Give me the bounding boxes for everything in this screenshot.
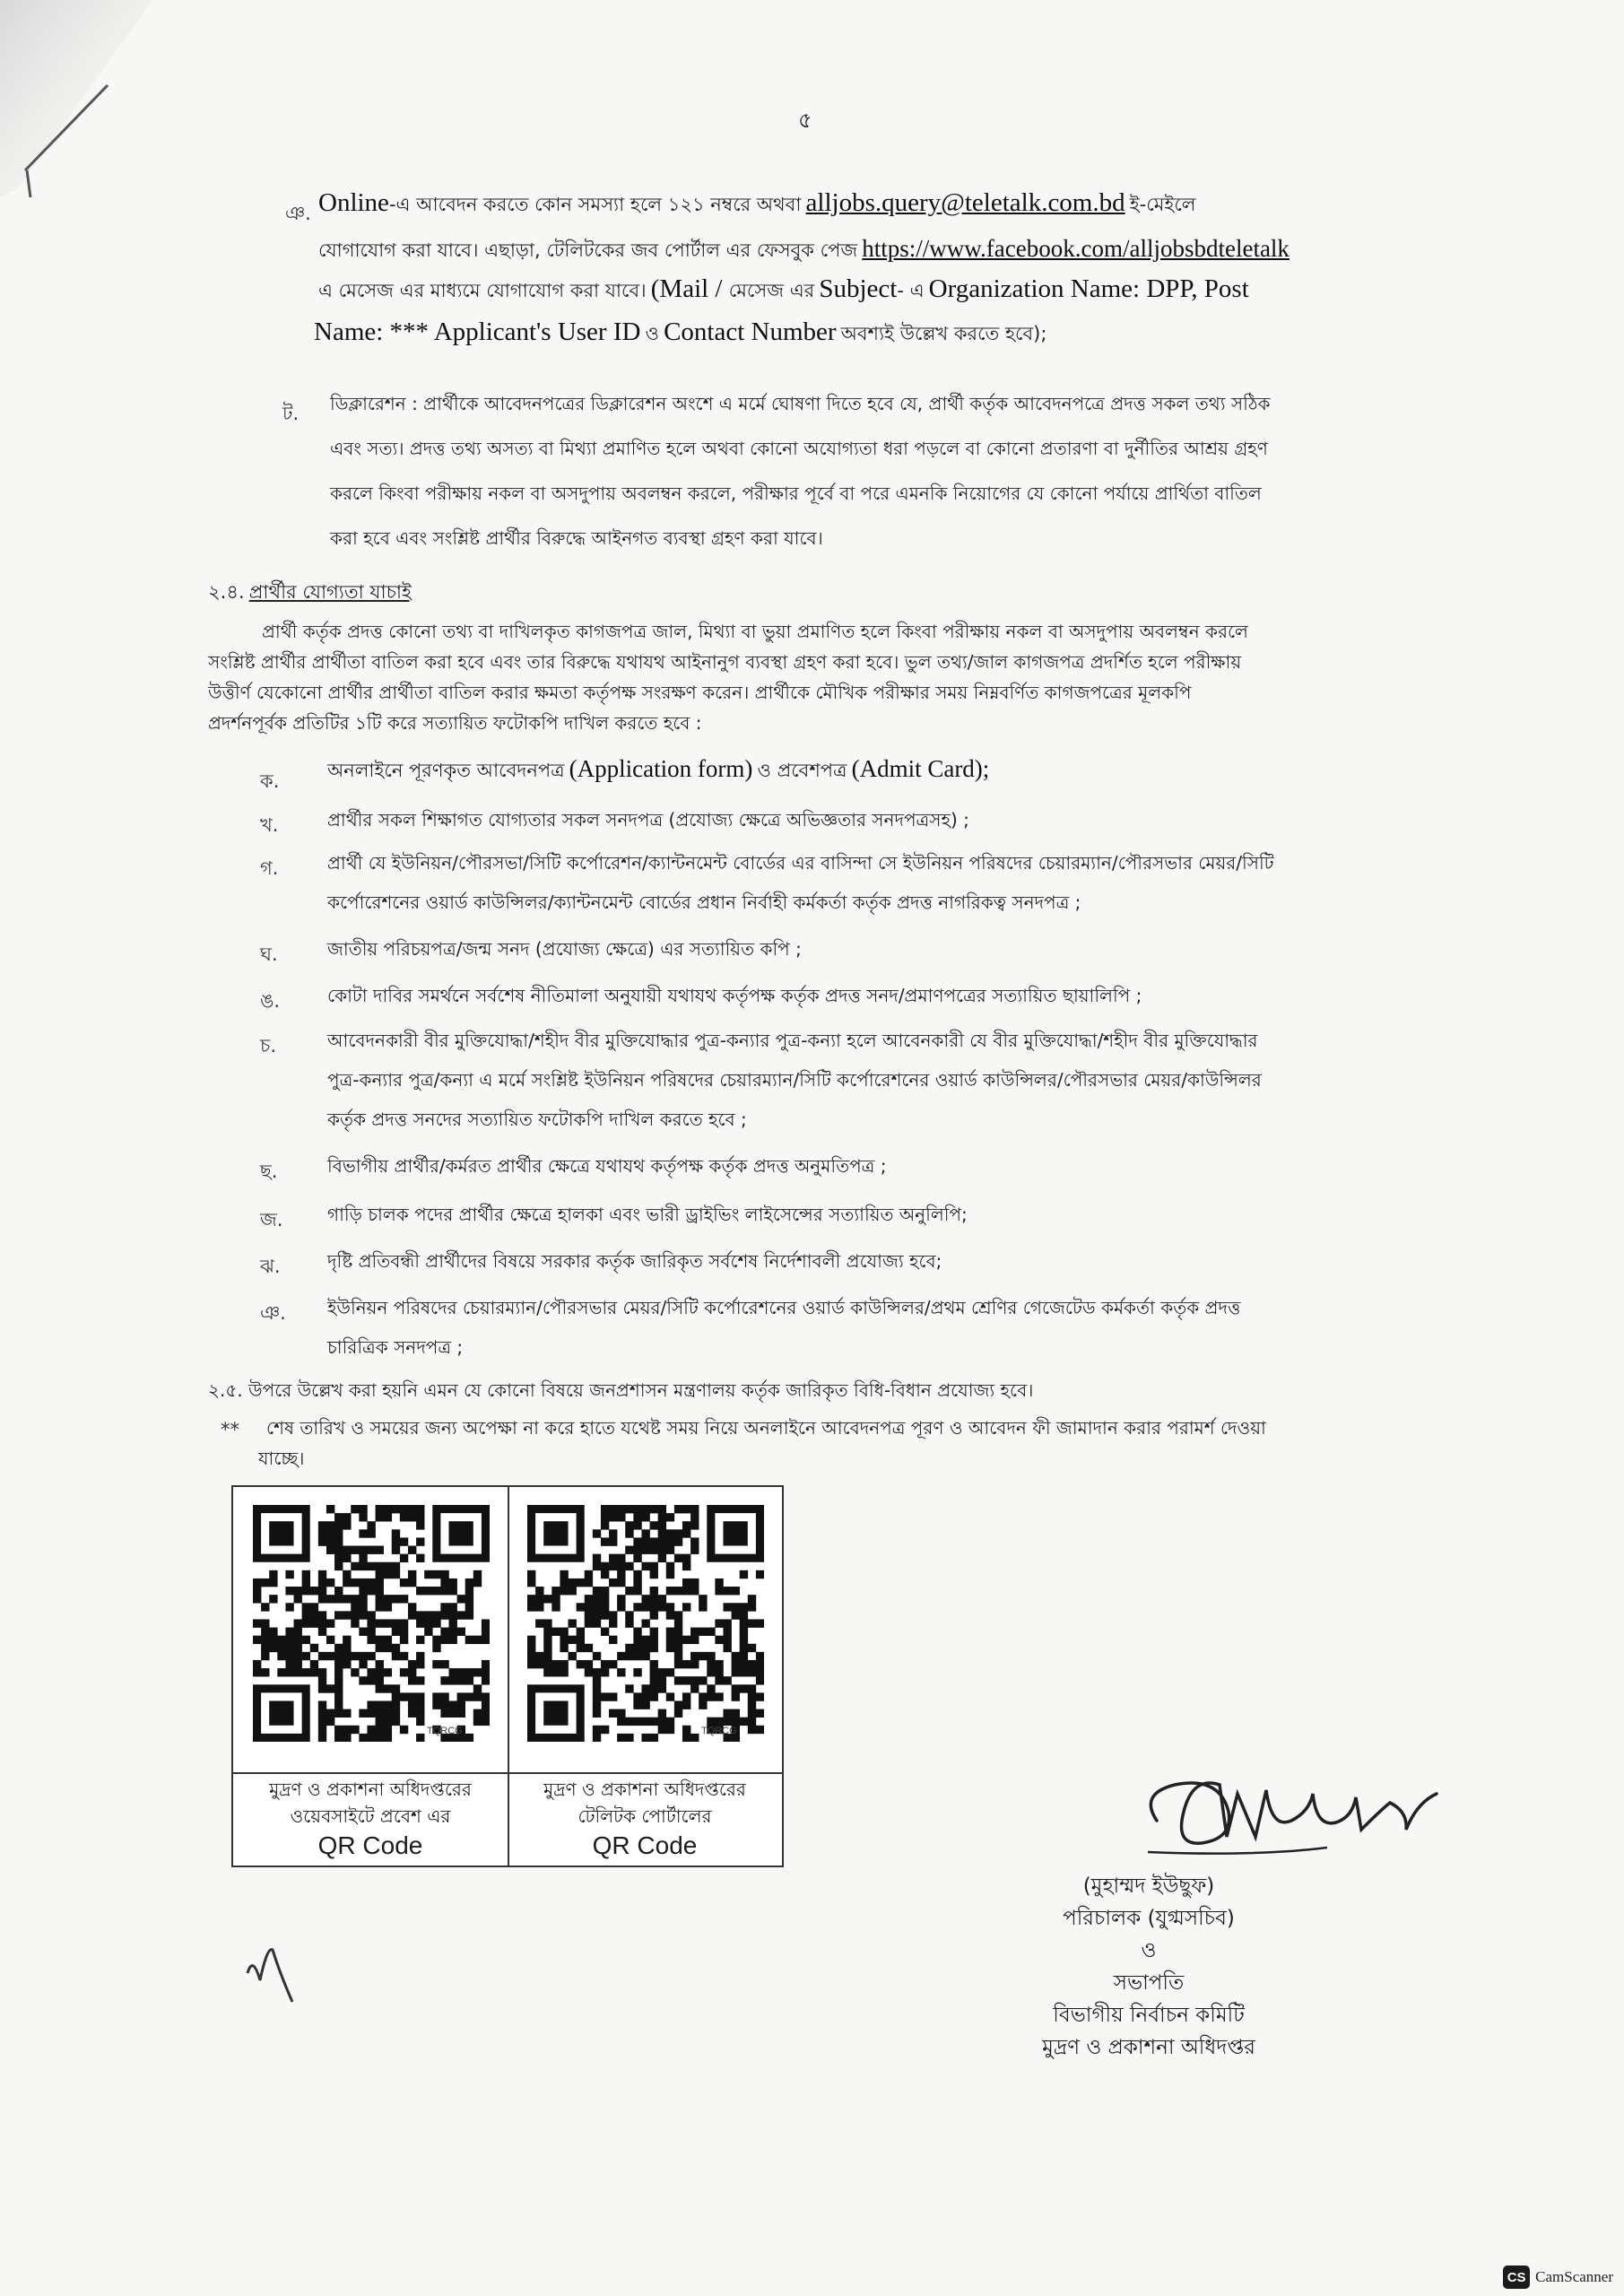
support-email-link[interactable]: alljobs.query@teletalk.com.bd bbox=[805, 188, 1125, 217]
signatory-role: সভাপতি bbox=[1113, 1971, 1185, 1995]
section-2-4-heading: ২.৪. প্রার্থীর যোগ্যতা যাচাই bbox=[208, 581, 412, 603]
qr-cell-teletalk bbox=[508, 1487, 782, 1866]
scan-shadow-artifact bbox=[0, 0, 233, 215]
signatory-committee: বিভাগীয় নির্বাচন কমিটি bbox=[1053, 2004, 1245, 2027]
footnote-marker: ** bbox=[221, 1419, 239, 1440]
list-item-nga: কোটা দাবির সমর্থনে সর্বশেষ নীতিমালা অনুযায়ী যথাযথ কর্তৃপক্ষ কর্তৃক প্রদত্ত সনদ/প্রমাণপত্রের সত্যায়িত ছায়ালিপি ; bbox=[327, 985, 1142, 1006]
footnote-line-1: শেষ তারিখ ও সময়ের জন্য অপেক্ষা না করে হাতে যথেষ্ট সময় নিয়ে অনলাইনে আবেদনপত্র পূরণ ও আবেদন ফী জামাদান করার পরামর্শ দেওয়া bbox=[266, 1417, 1266, 1439]
qr-code-image[interactable] bbox=[253, 1505, 490, 1742]
qr-divider bbox=[508, 1772, 782, 1774]
qr-cell-website bbox=[233, 1487, 509, 1866]
qr-brand-label: TQRCG bbox=[427, 1726, 463, 1736]
qr-caption: মুদ্রণ ও প্রকাশনা অধিদপ্তরের টেলিটক পোর্টালের QR Code bbox=[543, 1779, 746, 1859]
item-marker: গ. bbox=[260, 857, 279, 879]
item-marker: ছ. bbox=[260, 1161, 278, 1182]
page-number: ৫ bbox=[798, 108, 812, 133]
signatory-name: (মুহাম্মদ ইউছুফ) bbox=[1082, 1874, 1215, 1898]
item-marker: খ. bbox=[260, 814, 279, 836]
online-line-3: এ মেসেজ এর মাধ্যমে যোগাযোগ করা যাবে। (Mail / মেসেজ এর Subject- এ Organization Name: DPP, Post bbox=[318, 274, 1249, 303]
signatory-block bbox=[942, 1870, 1355, 2064]
signature-image bbox=[1121, 1758, 1462, 1874]
item-marker: ট. bbox=[282, 403, 300, 424]
section-2-4-intro: প্রার্থী কর্তৃক প্রদত্ত কোনো তথ্য বা দাখিলকৃত কাগজপত্র জাল, মিথ্যা বা ভুয়া প্রমাণিত হলে কিংবা পরীক্ষায় নকল বা অসদুপায় অবলম্বন করলে সংশ্লিষ্ট প্রার্থীর প্রার্থীতা বাতিল করা হবে এবং তার বিরুদ্ধে যথাযথ আইনানুগ ব্যবস্থা গ্রহণ করা হবে। ভুল তথ্য/জাল কাগজপত্র প্রদর্শিত হলে পরীক্ষায় উত্তীর্ণ যেকোনো প্রার্থীর প্রার্থীতা বাতিল করার ক্ষমতা কর্তৃপক্ষ সংরক্ষণ করেন। প্রার্থীকে মৌখিক পরীক্ষার সময় নিম্নবর্ণিত কাগজপত্রের মূলকপি প্রদর্শনপূর্বক প্রতিটির ১টি করে সত্যায়িত ফটোকপি দাখিল করতে হবে : bbox=[208, 621, 1248, 734]
online-line-2: যোগাযোগ করা যাবে। এছাড়া, টেলিটকের জব পোর্টাল এর ফেসবুক পেজ https://www.facebook.com/alljobsbdteletalk bbox=[318, 235, 1290, 262]
list-item-ga: প্রার্থী যে ইউনিয়ন/পৌরসভা/সিটি কর্পোরেশন/ক্যান্টনমেন্ট বোর্ডের এর বাসিন্দা সে ইউনিয়ন পরিষদের চেয়ারম্যান/পৌরসভার মেয়র/সিটি কর্পোরেশনের ওয়ার্ড কাউন্সিলর/ক্যান্টনমেন্ট বোর্ডের প্রধান নির্বাহী কর্মকর্তা কর্তৃক প্রদত্ত নাগরিকত্ব সনদপত্র ; bbox=[327, 852, 1274, 913]
qr-brand-label: TQRCG bbox=[701, 1726, 737, 1736]
item-marker: ঞ. bbox=[260, 1302, 286, 1324]
list-item-nya: ইউনিয়ন পরিষদের চেয়ারম্যান/পৌরসভার মেয়র/সিটি কর্পোরেশনের ওয়ার্ড কাউন্সিলর/প্রথম শ্রেণির গেজেটেড কর্মকর্তা কর্তৃক প্রদত্ত চারিত্রিক সনদপত্র ; bbox=[327, 1297, 1241, 1358]
signatory-office: মুদ্রণ ও প্রকাশনা অধিদপ্তর bbox=[1042, 2036, 1255, 2059]
online-line-4: Name: *** Applicant's User ID ও Contact Number অবশ্যই উল্লেখ করতে হবে); bbox=[314, 317, 1047, 346]
qr-caption: মুদ্রণ ও প্রকাশনা অধিদপ্তরের ওয়েবসাইটে প্রবেশ এর QR Code bbox=[269, 1779, 472, 1859]
handwritten-mark bbox=[240, 1937, 303, 2009]
item-marker: ক. bbox=[260, 770, 280, 792]
camscanner-logo-icon: CS bbox=[1503, 2266, 1530, 2289]
footnote-line-2: যাচ্ছে। bbox=[258, 1448, 305, 1469]
qr-code-image[interactable] bbox=[527, 1505, 764, 1742]
list-item-kha: প্রার্থীর সকল শিক্ষাগত যোগ্যতার সকল সনদপত্র (প্রযোজ্য ক্ষেত্রে অভিজ্ঞতার সনদপত্রসহ) ; bbox=[327, 809, 969, 831]
online-line-1: Online-এ আবেদন করতে কোন সমস্যা হলে ১২১ নম্বরে অথবা alljobs.query@teletalk.com.bd ই-মেইলে bbox=[318, 188, 1196, 217]
item-marker: ঘ. bbox=[260, 944, 278, 965]
item-marker: ঝ. bbox=[260, 1256, 281, 1277]
signatory-designation: পরিচালক (যুগ্মসচিব) bbox=[1063, 1907, 1235, 1930]
facebook-page-link[interactable]: https://www.facebook.com/alljobsbdteletalk bbox=[862, 235, 1290, 262]
item-marker: ঞ. bbox=[285, 203, 311, 224]
list-item-cha: আবেদনকারী বীর মুক্তিযোদ্ধা/শহীদ বীর মুক্তিযোদ্ধার পুত্র-কন্যার পুত্র-কন্যা হলে আবেনকারী যে বীর মুক্তিযোদ্ধা/শহীদ বীর মুক্তিযোদ্ধার পুত্র-কন্যার পুত্র/কন্যা এ মর্মে সংশ্লিষ্ট ইউনিয়ন পরিষদের চেয়ারম্যান/সিটি কর্পোরেশনের ওয়ার্ড কাউন্সিলর/পৌরসভার মেয়র/কাউন্সিলর কর্তৃক প্রদত্ত সনদের সত্যায়িত ফটোকপি দাখিল করতে হবে ; bbox=[327, 1030, 1262, 1130]
camscanner-label: CamScanner bbox=[1535, 2268, 1613, 2285]
list-item-jha: দৃষ্টি প্রতিবন্ধী প্রার্থীদের বিষয়ে সরকার কর্তৃক জারিকৃত সর্বশেষ নির্দেশাবলী প্রযোজ্য হবে; bbox=[327, 1250, 942, 1272]
camscanner-watermark bbox=[1503, 2266, 1613, 2289]
item-ka: অনলাইনে পূরণকৃত আবেদনপত্র (Application form) ও প্রবেশপত্র (Admit Card); bbox=[327, 755, 990, 782]
list-item-chha: বিভাগীয় প্রার্থীর/কর্মরত প্রার্থীর ক্ষেত্রে যথাযথ কর্তৃপক্ষ কর্তৃক প্রদত্ত অনুমতিপত্র ; bbox=[327, 1155, 887, 1177]
item-marker: ঙ. bbox=[260, 990, 281, 1012]
list-item-ja: গাড়ি চালক পদের প্রার্থীর ক্ষেত্রে হালকা এবং ভারী ড্রাইভিং লাইসেন্সের সত্যায়িত অনুলিপি; bbox=[327, 1204, 968, 1225]
qr-code-table bbox=[231, 1485, 784, 1867]
list-item-gha: জাতীয় পরিচয়পত্র/জন্ম সনদ (প্রযোজ্য ক্ষেত্রে) এর সত্যায়িত কপি ; bbox=[327, 938, 802, 960]
qr-divider bbox=[233, 1772, 508, 1774]
item-marker: জ. bbox=[260, 1209, 283, 1231]
item-marker: চ. bbox=[260, 1035, 277, 1057]
declaration-paragraph: ডিক্লারেশন : প্রার্থীকে আবেদনপত্রের ডিক্লারেশন অংশে এ মর্মে ঘোষণা দিতে হবে যে, প্রার্থী কর্তৃক আবেদনপত্রে প্রদত্ত সকল তথ্য সঠিক এবং সত্য। প্রদত্ত তথ্য অসত্য বা মিথ্যা প্রমাণিত হলে অথবা কোনো অযোগ্যতা ধরা পড়লে বা কোনো প্রতারণা বা দুর্নীতির আশ্রয় গ্রহণ করলে কিংবা পরীক্ষায় নকল বা অসদুপায় অবলম্বন করলে, পরীক্ষার পূর্বে বা পরে এমনকি নিয়োগের যে কোনো পর্যায়ে প্রার্থিতা বাতিল করা হবে এবং সংশ্লিষ্ট প্রার্থীর বিরুদ্ধে আইনগত ব্যবস্থা গ্রহণ করা যাবে। bbox=[330, 393, 1271, 549]
signatory-conj: ও bbox=[1141, 1939, 1157, 1962]
section-2-5: ২.৫. উপরে উল্লেখ করা হয়নি এমন যে কোনো বিষয়ে জনপ্রশাসন মন্ত্রণালয় কর্তৃক জারিকৃত বিধি-বিধান প্রযোজ্য হবে। bbox=[208, 1379, 1034, 1401]
